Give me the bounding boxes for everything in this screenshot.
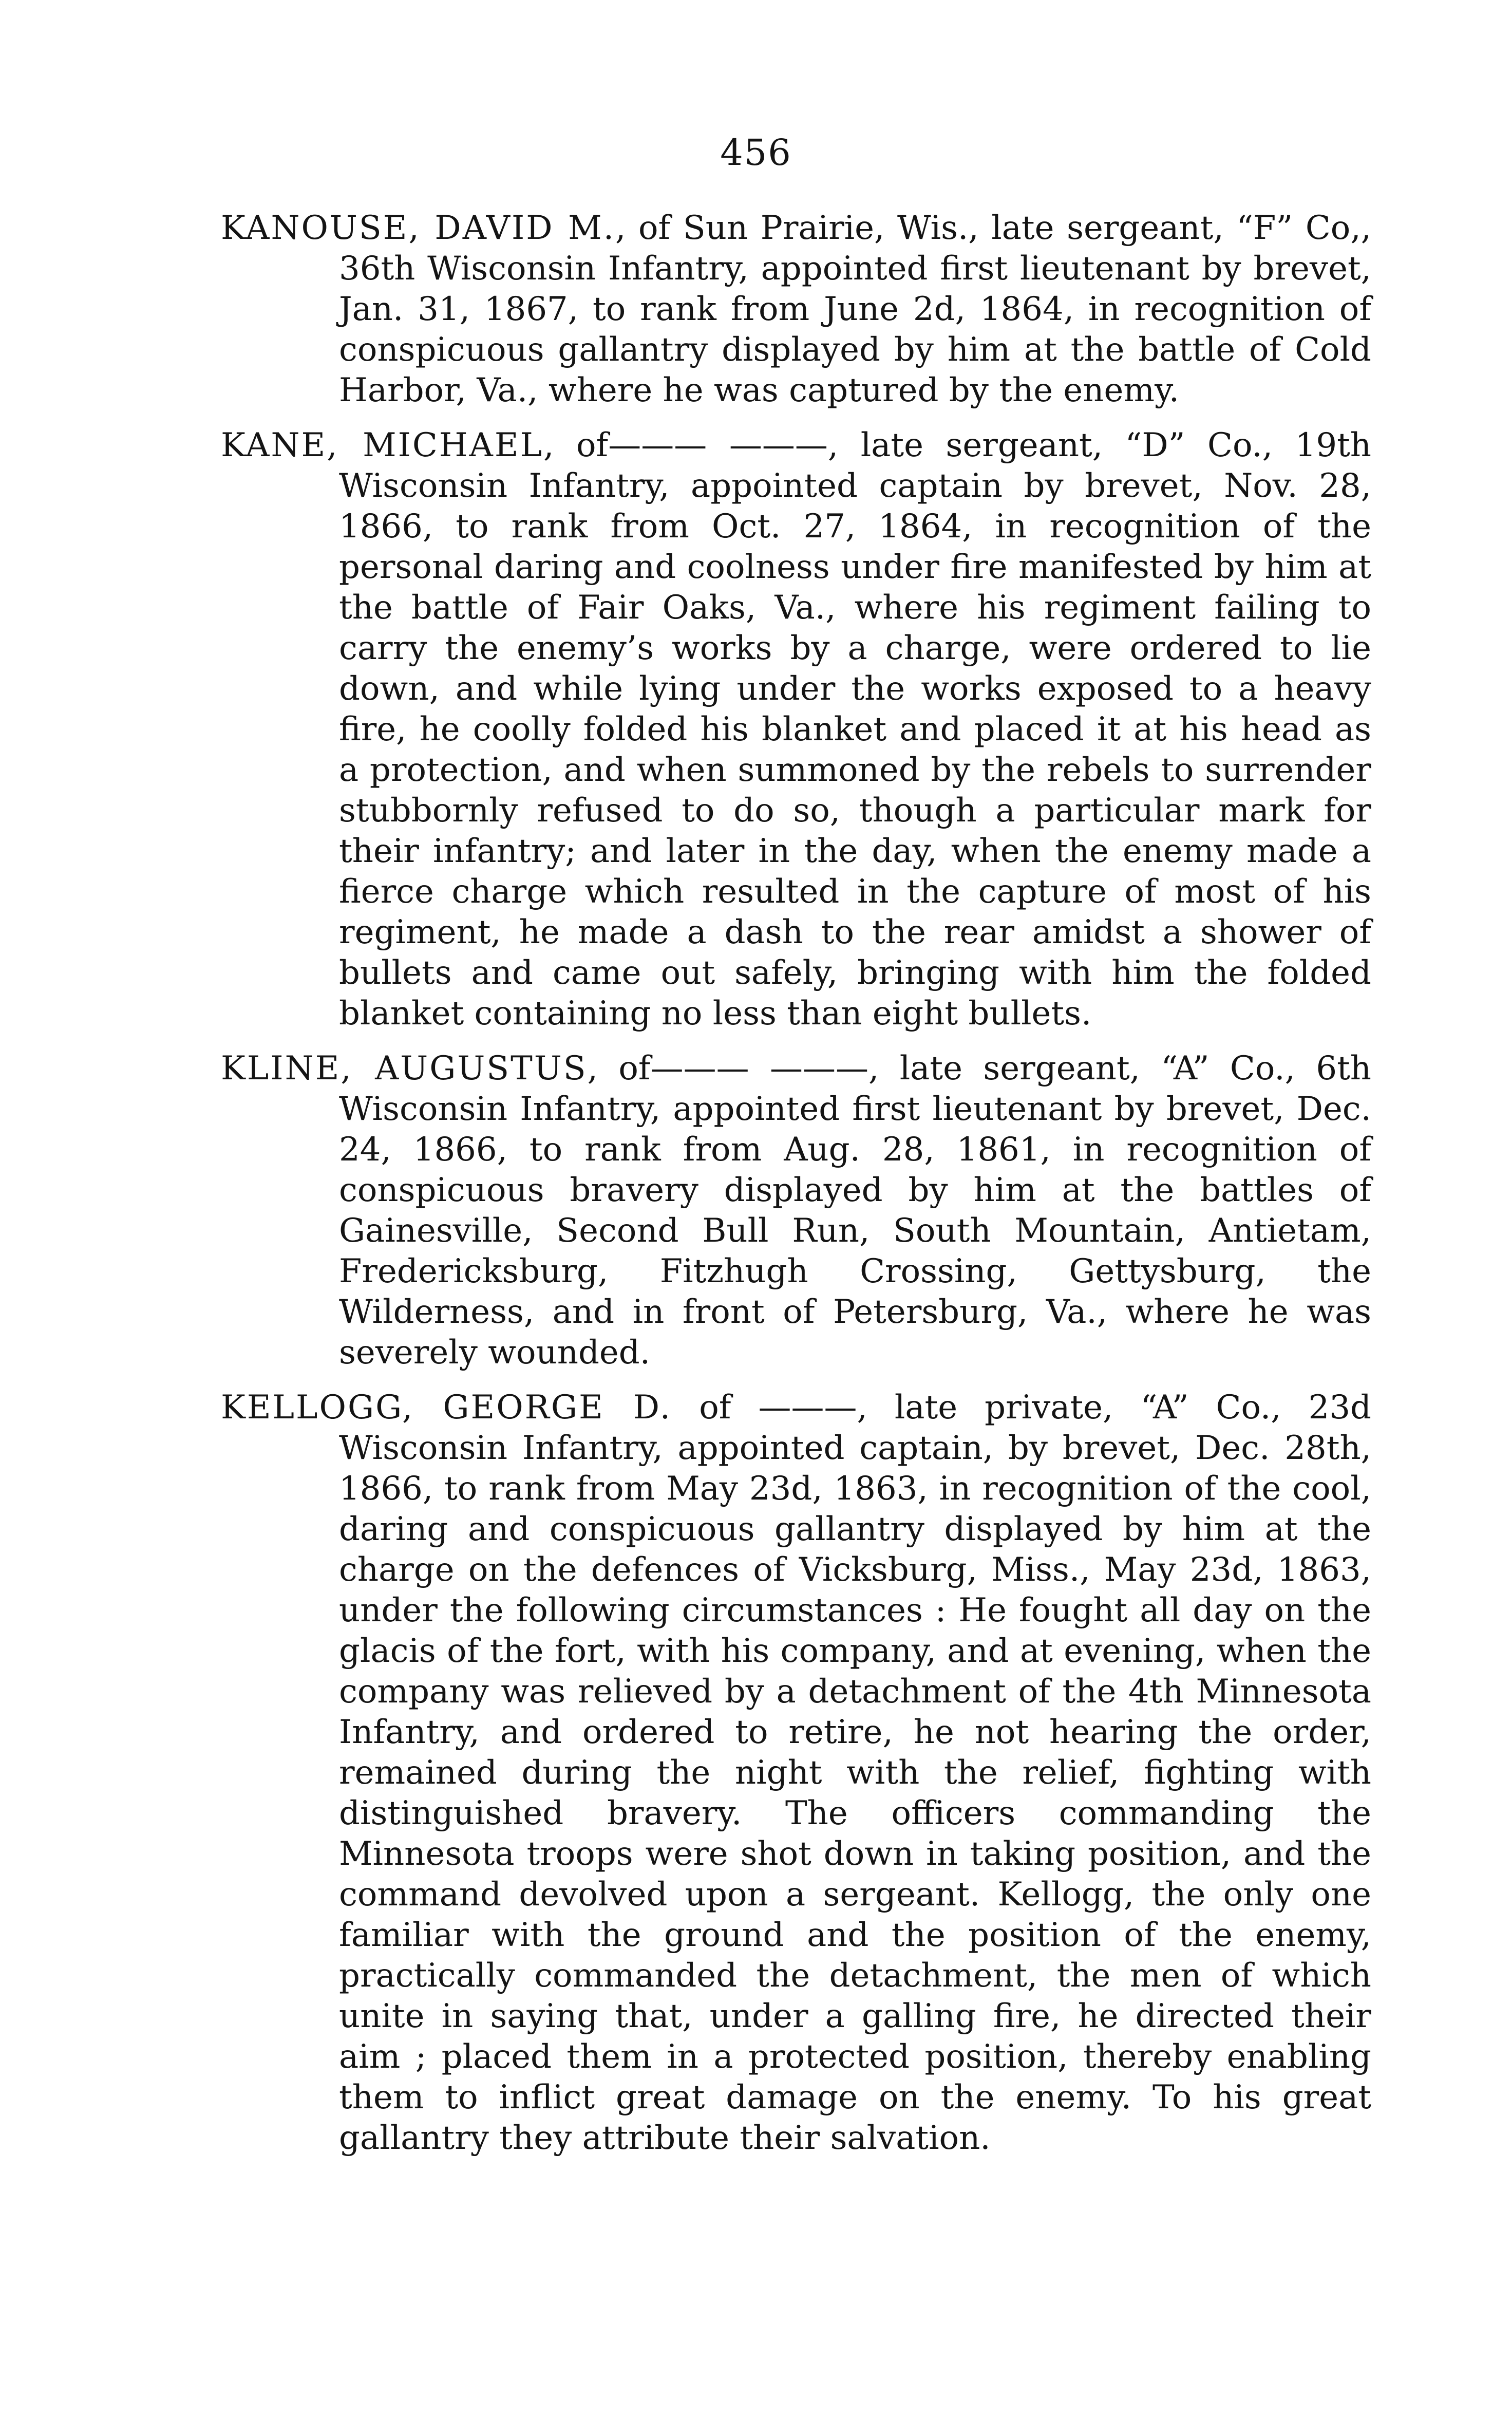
entry-name: KANOUSE, DAVID M. (221, 209, 616, 247)
entry-text: , of——— ———, late sergeant, “D” Co., 19th Wisconsin Infantry, appointed captain by brevet, Nov. 28, 1866, to rank from Oct. 27, 1864, in recognition of the personal daring and coolness under fire manifested by him at the battle of Fair Oaks, Va., where his regiment failing to carry the enemy’s works by a charge, were ordered to lie down, and while lying under the works exposed to a heavy fire, he coolly folded his blanket and placed it at his head as a protection, and when summoned by the rebels to surrender stubbornly refused to do so, though a particular mark for their infantry; and later in the day, when the enemy made a fierce charge which resulted in the capture of most of his regiment, he made a dash to the rear amidst a shower of bullets and came out safely, bringing with him the folded blanket containing no less than eight bullets. (339, 426, 1372, 1033)
entry-list (221, 208, 1371, 2173)
entry-name: KLINE, AUGUSTUS (221, 1050, 588, 1088)
entry-name: KANE, MICHAEL (221, 426, 544, 464)
entry-name: KELLOGG, GEORGE D. (221, 1389, 672, 1427)
entry-kline (221, 1048, 1371, 1373)
entry-kellogg (221, 1388, 1371, 2159)
entry-text: , of Sun Prairie, Wis., late sergeant, “F” Co,, 36th Wisconsin Infantry, appointed first lieutenant by brevet, Jan. 31, 1867, to rank from June 2d, 1864, in recognition of conspicuous gallantry displayed by him at the battle of Cold Harbor, Va., where he was captured by the enemy. (339, 209, 1372, 409)
page-number: 456 (720, 132, 792, 174)
entry-text: of ———, late private, “A” Co., 23d Wisconsin Infantry, appointed captain, by brevet, Dec. 28th, 1866, to rank from May 23d, 1863, in recognition of the cool, daring and conspicuous gallantry displayed by him at the charge on the defences of Vicksburg, Miss., May 23d, 1863, under the following circumstances : He fought all day on the glacis of the fort, with his company, and at evening, when the company was relieved by a detachment of the 4th Minnesota Infantry, and ordered to retire, he not hearing the order, remained during the night with the relief, fighting with distinguished bravery. The officers commanding the Minnesota troops were shot down in taking position, and the command devolved upon a sergeant. Kellogg, the only one familiar with the ground and the position of the enemy, practically commanded the detachment, the men of which unite in saying that, under a galling fire, he directed their aim ; placed them in a protected position, thereby enabling them to inflict great damage on the enemy. To his great gallantry they attribute their salvation. (339, 1389, 1372, 2157)
entry-kanouse (221, 208, 1371, 411)
entry-text: , of——— ———, late sergeant, “A” Co., 6th Wisconsin Infantry, appointed first lieutenant by brevet, Dec. 24, 1866, to rank from Aug. 28, 1861, in recognition of conspicuous bravery displayed by him at the battles of Gainesville, Second Bull Run, South Mountain, Antietam, Fredericksburg, Fitzhugh Crossing, Gettysburg, the Wilderness, and in front of Petersburg, Va., where he was severely wounded. (339, 1050, 1371, 1372)
entry-kane (221, 425, 1371, 1034)
